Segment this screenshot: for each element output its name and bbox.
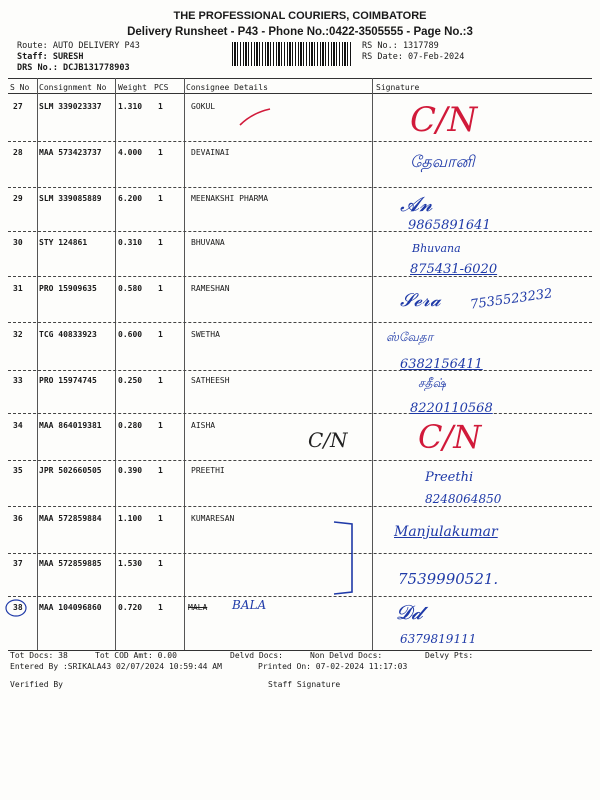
row-weight: 1.310 [118, 102, 143, 111]
signature-phone: 8248064850 [425, 492, 502, 506]
staff-label: Staff: SURESH [17, 52, 84, 62]
table-header-rule [8, 93, 592, 94]
row-sno: 29 [13, 194, 23, 203]
signature-phone: 7539990521. [398, 570, 499, 588]
col-header-pcs: PCS [154, 83, 169, 92]
col-divider [37, 78, 38, 650]
signature-phone: 8220110568 [410, 401, 493, 416]
row-separator [8, 187, 592, 188]
row-separator [8, 596, 592, 597]
signature: 𝓐𝓷 [400, 192, 433, 216]
signature: Bhuvana [412, 242, 461, 255]
barcode [232, 42, 352, 66]
circle-mark [4, 598, 28, 618]
row-consignment: SLM 339085889 [39, 194, 102, 203]
cn-mark: C/N [308, 428, 348, 452]
col-header-consignee: Consignee Details [186, 83, 268, 92]
signature: 𝓓𝓭 [396, 600, 423, 624]
row-sno: 33 [13, 376, 23, 385]
row-weight: 0.310 [118, 238, 143, 247]
signature-phone: 9865891641 [408, 218, 491, 233]
rs-date: RS Date: 07-Feb-2024 [362, 52, 465, 62]
runsheet-subtitle: Delivery Runsheet - P43 - Phone No.:0422-3505555 - Page No.:3 [127, 26, 473, 38]
row-consignee: MALA [188, 603, 208, 612]
delivered-docs: Delvd Docs: [230, 651, 283, 660]
row-pcs: 1 [158, 102, 163, 111]
signature: தேவானி [410, 152, 475, 171]
row-sno: 34 [13, 421, 23, 430]
rs-number: RS No.: 1317789 [362, 41, 439, 51]
signature-phone: 6379819111 [400, 632, 477, 646]
row-weight: 0.720 [118, 603, 143, 612]
signature: Manjulakumar [394, 524, 498, 540]
row-separator [8, 276, 592, 277]
verified-by: Verified By [10, 680, 63, 689]
col-divider [115, 78, 116, 650]
row-weight: 4.000 [118, 148, 143, 157]
bracket-mark [330, 520, 360, 596]
row-sno: 28 [13, 148, 23, 157]
signature: ஸ்வேதா [386, 330, 433, 344]
row-weight: 1.100 [118, 514, 143, 523]
row-pcs: 1 [158, 514, 163, 523]
row-consignee: SATHEESH [191, 376, 230, 385]
row-pcs: 1 [158, 466, 163, 475]
signature: சதீஷ் [418, 376, 446, 390]
cn-mark: C/N [410, 100, 478, 140]
route-label: Route: AUTO DELIVERY P43 [17, 41, 140, 51]
col-divider [372, 78, 373, 650]
row-sno: 35 [13, 466, 23, 475]
row-consignment: MAA 573423737 [39, 148, 102, 157]
signature-phone: 7535523232 [469, 286, 554, 313]
row-weight: 0.390 [118, 466, 143, 475]
row-pcs: 1 [158, 330, 163, 339]
row-consignee: SWETHA [191, 330, 220, 339]
row-pcs: 1 [158, 284, 163, 293]
row-consignment: PRO 15974745 [39, 376, 97, 385]
signature: Preethi [425, 470, 474, 485]
row-sno: 27 [13, 102, 23, 111]
row-pcs: 1 [158, 559, 163, 568]
drs-label: DRS No.: DCJB131778903 [17, 63, 130, 73]
handwritten-name: BALA [232, 598, 267, 612]
col-header-weight: Weight [118, 83, 147, 92]
col-divider [184, 78, 185, 650]
total-cod-amount: Tot COD Amt: 0.00 [95, 651, 177, 660]
row-consignee: AISHA [191, 421, 216, 430]
cn-mark: C/N [418, 418, 482, 456]
row-separator [8, 141, 592, 142]
row-separator [8, 322, 592, 323]
row-consignee: BHUVANA [191, 238, 225, 247]
row-separator [8, 506, 592, 507]
row-sno: 30 [13, 238, 23, 247]
row-consignment: JPR 502660505 [39, 466, 102, 475]
row-weight: 0.580 [118, 284, 143, 293]
company-title: THE PROFESSIONAL COURIERS, COIMBATORE [173, 10, 427, 22]
row-consignee: PREETHI [191, 466, 225, 475]
row-pcs: 1 [158, 603, 163, 612]
row-consignment: STY 124861 [39, 238, 88, 247]
row-consignee: DEVAINAI [191, 148, 230, 157]
row-consignment: MAA 572859885 [39, 559, 102, 568]
entered-by: Entered By :SRIKALA43 02/07/2024 10:59:44 AM [10, 662, 222, 671]
col-header-consignment: Consignment No [39, 83, 107, 92]
table-top-rule [8, 78, 592, 79]
row-separator [8, 370, 592, 371]
row-weight: 6.200 [118, 194, 143, 203]
row-pcs: 1 [158, 376, 163, 385]
row-consignment: TCG 40833923 [39, 330, 97, 339]
row-consignee: MEENAKSHI PHARMA [191, 194, 269, 203]
row-sno: 37 [13, 559, 23, 568]
row-weight: 0.250 [118, 376, 143, 385]
row-sno: 36 [13, 514, 23, 523]
total-docs: Tot Docs: 38 [10, 651, 68, 660]
row-consignee: RAMESHAN [191, 284, 230, 293]
non-delivered-docs: Non Delvd Docs: [310, 651, 383, 660]
row-pcs: 1 [158, 194, 163, 203]
row-pcs: 1 [158, 148, 163, 157]
row-consignee: KUMARESAN [191, 514, 235, 523]
row-separator [8, 553, 592, 554]
row-weight: 0.600 [118, 330, 143, 339]
row-separator [8, 231, 592, 232]
delivery-points: Delvy Pts: [425, 651, 474, 660]
row-consignment: MAA 104096860 [39, 603, 102, 612]
row-sno: 32 [13, 330, 23, 339]
tick-mark [238, 107, 272, 127]
row-separator [8, 413, 592, 414]
col-header-sno: S No [10, 83, 30, 92]
signature: 𝓢𝓮𝓻𝓪 [400, 290, 441, 311]
row-consignment: MAA 864019381 [39, 421, 102, 430]
row-separator [8, 460, 592, 461]
row-consignment: PRO 15909635 [39, 284, 97, 293]
printed-on: Printed On: 07-02-2024 11:17:03 [258, 662, 408, 671]
row-weight: 0.280 [118, 421, 143, 430]
row-consignee: GOKUL [191, 102, 216, 111]
row-sno: 38 [13, 603, 23, 612]
signature-phone: 875431-6020 [410, 262, 498, 277]
staff-signature: Staff Signature [268, 680, 341, 689]
col-header-signature: Signature [376, 83, 420, 92]
row-consignment: MAA 572859884 [39, 514, 102, 523]
row-consignment: SLM 339023337 [39, 102, 102, 111]
row-pcs: 1 [158, 238, 163, 247]
signature-phone: 6382156411 [400, 357, 483, 372]
row-weight: 1.530 [118, 559, 143, 568]
row-sno: 31 [13, 284, 23, 293]
row-pcs: 1 [158, 421, 163, 430]
